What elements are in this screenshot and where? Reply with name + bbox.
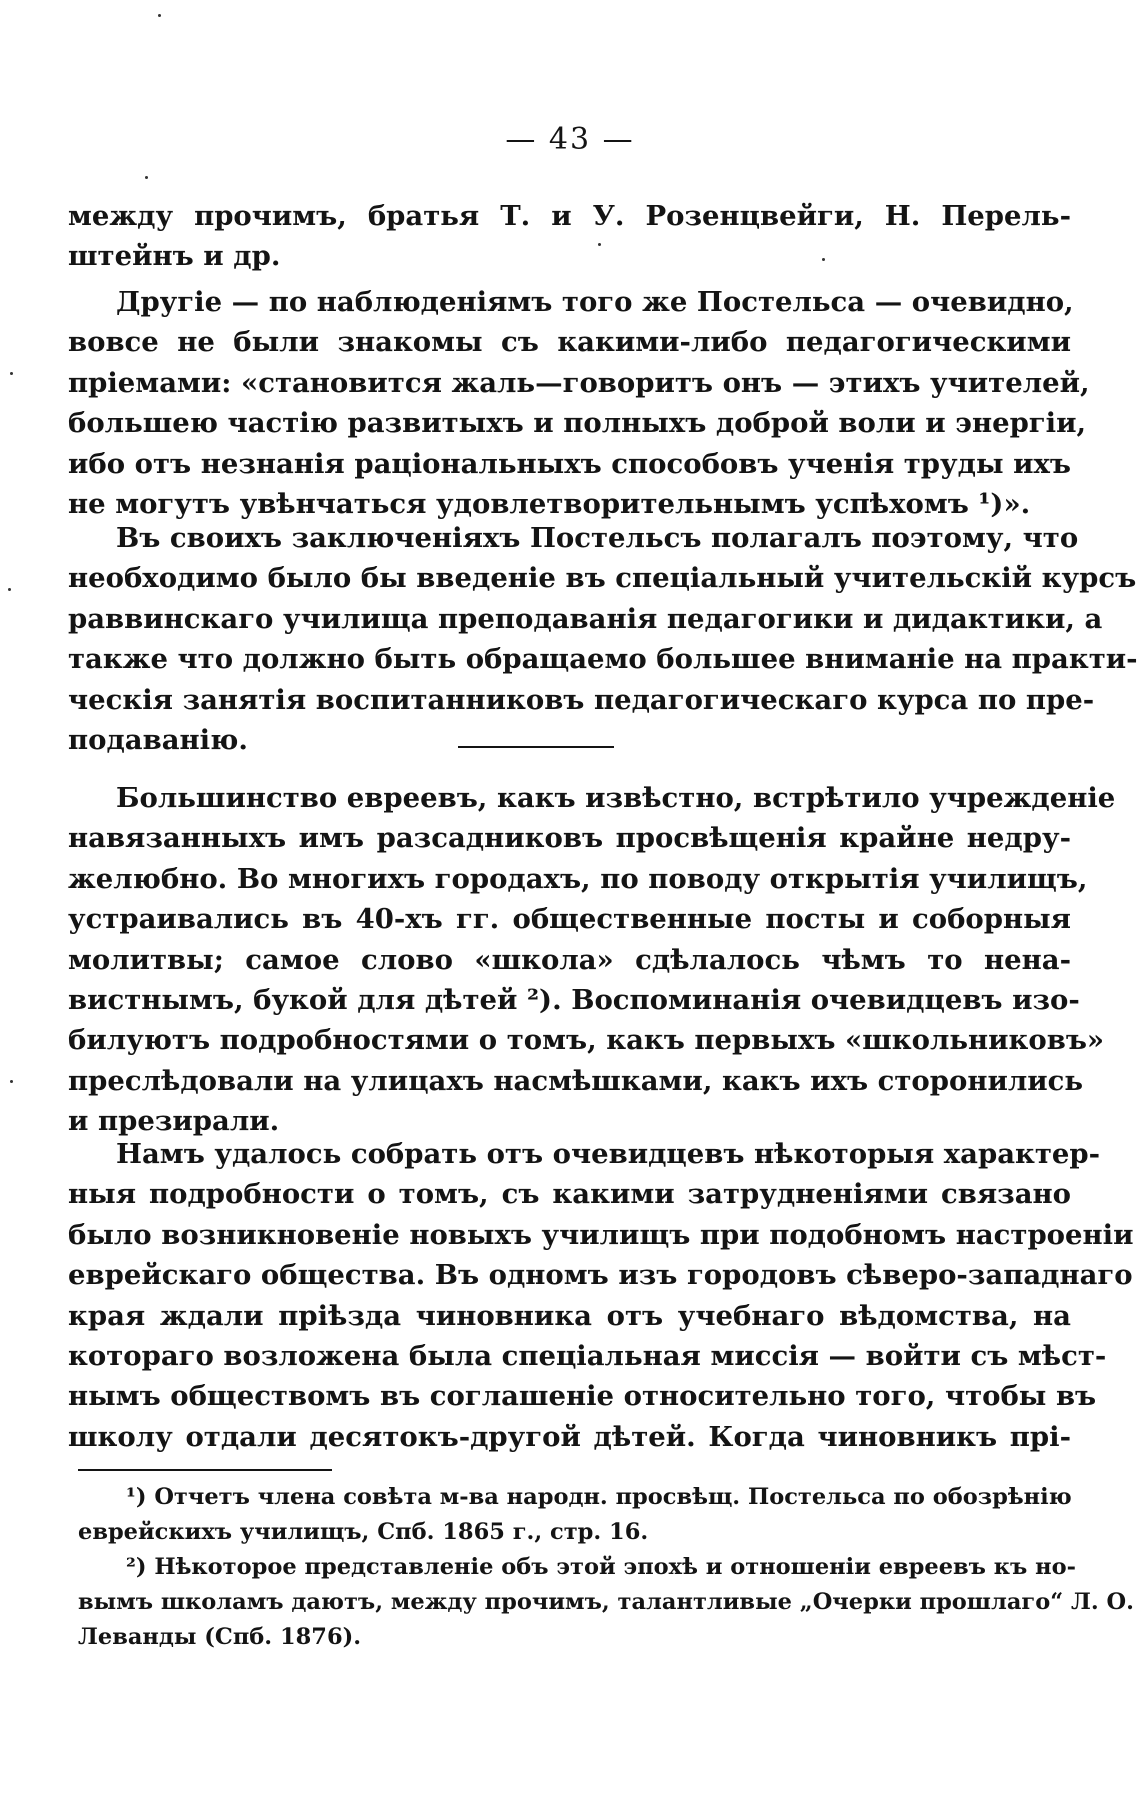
text-line: и презирали. [68,1105,280,1138]
text-line: штейнъ и др. [68,240,281,273]
text-line: еврейскаго общества. Въ одномъ изъ городовъ сѣверо-западнаго [68,1259,1133,1292]
text-line: вовсе не были знакомы съ какими-либо педагогическими [68,326,1071,359]
scan-speck [8,588,11,591]
footnote-line: Леванды (Спб. 1876). [78,1624,362,1650]
text-line: желюбно. Во многихъ городахъ, по поводу открытія училищъ, [68,862,1088,895]
text-line: устраивались въ 40-хъ гг. общественные посты и соборныя [68,903,1071,936]
text-line: школу отдали десятокъ-другой дѣтей. Когда чиновникъ прі- [68,1420,1071,1453]
scan-speck [158,14,161,17]
footnote-line: ²) Нѣкоторое представленіе объ этой эпохѣ и отношеніи евреевъ къ но- [126,1554,1076,1580]
text-line: ибо отъ незнанія раціональныхъ способовъ ученія труды ихъ [68,447,1071,480]
text-line: было возникновеніе новыхъ училищъ при подобномъ настроеніи [68,1218,1134,1251]
text-line: подаванію. [68,724,248,757]
footnote-line: вымъ школамъ даютъ, между прочимъ, талантливые „Очерки прошлаго“ Л. О. [78,1589,1134,1615]
text-line: ческія занятія воспитанниковъ педагогическаго курса по пре- [68,683,1095,716]
paragraph [68,1134,1134,1457]
footnote-1 [78,1480,1072,1550]
footnote-line: еврейскихъ училищъ, Спб. 1865 г., стр. 16. [78,1519,649,1545]
scan-speck [10,1080,13,1083]
text-line: пріемами: «становится жаль—говоритъ онъ — этихъ учителей, [68,366,1090,399]
text-line: между прочимъ, братья Т. и У. Розенцвейги, Н. Перель- [68,200,1071,232]
paragraph-conclusions [68,518,1138,760]
text-line: навязанныхъ имъ разсадниковъ просвѣщенія крайне недру- [68,822,1071,855]
paragraph [68,282,1090,524]
text-line: также что должно быть обращаемо большее вниманіе на практи- [68,643,1138,676]
text-line: ныя подробности о томъ, съ какими затрудненіями связано [68,1178,1071,1211]
paragraph-teachers [68,282,1090,524]
paragraph [68,778,1116,1142]
text-line: необходимо было бы введеніе въ спеціальный учительскій курсъ [68,562,1137,595]
text-line: раввинскаго училища преподаванія педагогики и дидактики, а [68,602,1103,635]
paragraph-continuation [68,196,1071,277]
paragraph-eyewitness [68,1134,1134,1457]
footnote-2 [78,1550,1134,1655]
paragraph-majority [68,778,1116,1142]
text-line: Намъ удалось собрать отъ очевидцевъ нѣкоторыя характер- [116,1138,1101,1170]
text-line: не могутъ увѣнчаться удовлетворительнымъ успѣхомъ ¹)». [68,488,1031,521]
footnote-rule [78,1469,332,1471]
scan-speck [598,243,601,246]
text-line: Большинство евреевъ, какъ извѣстно, встрѣтило учрежденіе [116,782,1116,814]
paragraph [68,196,1071,277]
text-line: Другіе — по наблюденіямъ того же Постельса — очевидно, [116,286,1074,318]
section-separator [458,746,614,748]
footnote-line: ¹) Отчетъ члена совѣта м-ва народн. просвѣщ. Постельса по обозрѣнію [126,1484,1072,1510]
text-line: большею частію развитыхъ и полныхъ доброй воли и энергіи, [68,407,1087,440]
text-line: билуютъ подробностями о томъ, какъ первыхъ «школьниковъ» [68,1024,1105,1057]
text-line: котораго возложена была спеціальная миссія — войти съ мѣст- [68,1340,1107,1373]
text-line: нымъ обществомъ въ соглашеніе относительно того, чтобы въ [68,1380,1097,1413]
paragraph [68,518,1138,760]
scan-speck [10,372,13,375]
text-line: молитвы; самое слово «школа» сдѣлалось чѣмъ то нена- [68,943,1071,976]
text-line: вистнымъ, букой для дѣтей ²). Воспоминанія очевидцевъ изо- [68,984,1080,1017]
text-line: Въ своихъ заключеніяхъ Постельсъ полагалъ поэтому, что [116,522,1079,554]
page-number: — 43 — [505,122,635,157]
text-line: преслѣдовали на улицахъ насмѣшками, какъ ихъ сторонились [68,1064,1084,1097]
scan-speck [822,258,825,261]
scan-speck [145,176,148,179]
text-line: края ждали пріѣзда чиновника отъ учебнаго вѣдомства, на [68,1299,1071,1332]
